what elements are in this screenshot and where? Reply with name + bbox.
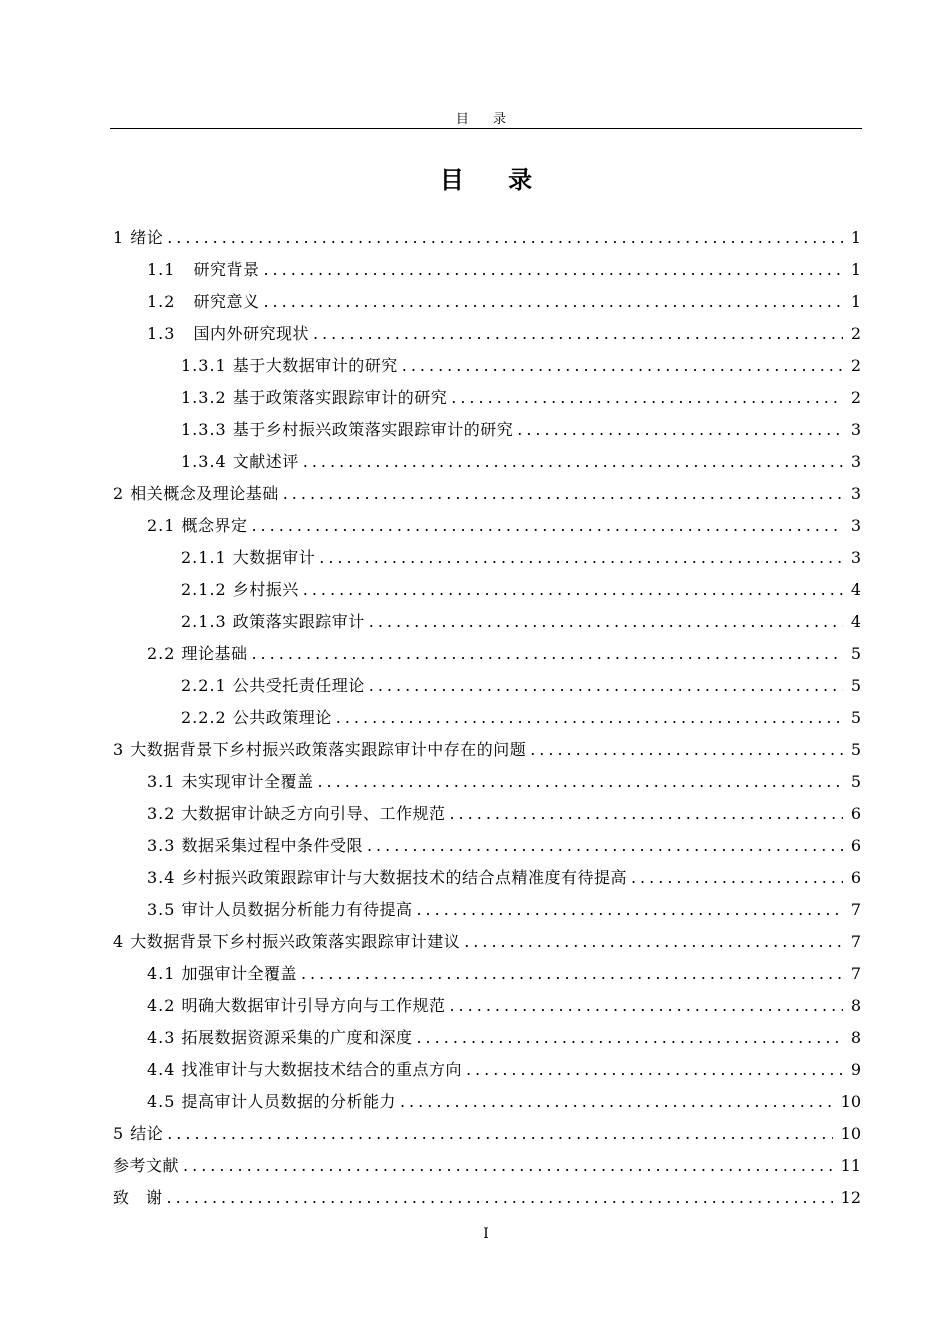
toc-dot-leader [416,1022,842,1054]
toc-dot-leader [303,574,843,606]
toc-dot-leader [416,894,842,926]
toc-entry[interactable] [113,1054,861,1086]
toc-entry-number: 1.3.1 [181,356,227,375]
toc-entry[interactable] [113,990,861,1022]
page-number: I [483,1226,489,1242]
toc-entry-title: 明确大数据审计引导方向与工作规范 [181,996,446,1015]
toc-dot-leader [336,702,843,734]
toc-dot-leader [631,862,843,894]
toc-entry[interactable] [113,670,861,702]
toc-entry-page: 3 [850,484,861,503]
toc-entry[interactable] [113,958,861,990]
toc-entry[interactable] [113,510,861,542]
toc-entry-title: 政策落实跟踪审计 [232,612,365,631]
toc-dot-leader [263,254,842,286]
toc-title: 目 录 [439,166,551,194]
toc-entry-title: 绪论 [130,228,164,247]
toc-entry-title: 公共受托责任理论 [232,676,365,695]
toc-dot-leader [517,414,843,446]
toc-entry-page: 7 [850,900,861,919]
toc-entry-title: 公共政策理论 [232,708,332,727]
toc-entry[interactable] [113,318,861,350]
toc-entry-number: 4.2 [147,996,176,1015]
toc-entry-page: 6 [850,868,861,887]
toc-entry-number: 1.1 [147,260,176,279]
toc-entry-page: 3 [850,516,861,535]
toc-entry[interactable] [113,798,861,830]
toc-entry-number: 1.3.4 [181,452,227,471]
toc-entry[interactable] [113,222,861,254]
toc-entry-title: 理论基础 [181,644,248,663]
toc-entry-page: 2 [850,324,861,343]
toc-entry[interactable] [113,926,861,958]
toc-dot-leader [464,926,843,958]
toc-entry-page: 2 [850,356,861,375]
toc-entry-number: 1.3.3 [181,420,227,439]
toc-entry[interactable] [113,862,861,894]
toc-entry-number: 3.1 [147,772,176,791]
toc-entry[interactable] [113,894,861,926]
toc-entry[interactable] [113,1022,861,1054]
toc-entry-page: 3 [850,452,861,471]
toc-entry-page: 10 [840,1124,861,1143]
toc-entry-title: 致 谢 [113,1188,163,1207]
toc-entry-page: 12 [840,1188,861,1207]
toc-entry-title: 基于政策落实跟踪审计的研究 [232,388,448,407]
toc-entry[interactable] [113,734,861,766]
toc-dot-leader [369,670,843,702]
toc-entry-page: 1 [850,292,861,311]
toc-entry-number: 4.1 [147,964,176,983]
toc-entry-title: 国内外研究现状 [193,324,309,343]
toc-entry-number: 1.2 [147,292,176,311]
toc-entry-title: 加强审计全覆盖 [181,964,297,983]
toc-dot-leader [319,542,843,574]
toc-entry-page: 5 [850,708,861,727]
toc-entry-number: 2.1 [147,516,176,535]
toc-entry-number: 2.2 [147,644,176,663]
toc-entry-number: 2.1.2 [181,580,227,599]
toc-entry-page: 7 [850,932,861,951]
toc-entry[interactable] [113,702,861,734]
toc-dot-leader [530,734,843,766]
toc-entry-number: 2.1.3 [181,612,227,631]
table-of-contents [113,222,861,1214]
toc-entry-number: 3.4 [147,868,176,887]
toc-dot-leader [367,830,843,862]
toc-entry-number: 1 [113,228,125,247]
toc-entry[interactable] [113,478,861,510]
toc-entry-number: 4.5 [147,1092,176,1111]
toc-entry-number: 3.5 [147,900,176,919]
toc-entry-title: 审计人员数据分析能力有待提高 [181,900,413,919]
toc-entry[interactable] [113,542,861,574]
toc-entry-number: 3.2 [147,804,176,823]
toc-dot-leader [402,350,843,382]
toc-entry-page: 2 [850,388,861,407]
toc-entry-page: 1 [850,228,861,247]
toc-entry-title: 数据采集过程中条件受限 [181,836,363,855]
toc-dot-leader [400,1086,833,1118]
toc-dot-leader [167,222,843,254]
toc-entry-title: 拓展数据资源采集的广度和深度 [181,1028,413,1047]
toc-entry-page: 4 [850,612,861,631]
toc-entry[interactable] [113,1182,861,1214]
toc-entry-number: 1.3.2 [181,388,227,407]
toc-entry-title: 参考文献 [113,1156,180,1175]
toc-entry[interactable] [113,350,861,382]
toc-entry-page: 6 [850,836,861,855]
toc-entry-title: 基于乡村振兴政策落实跟踪审计的研究 [232,420,514,439]
toc-entry-title: 提高审计人员数据的分析能力 [181,1092,396,1111]
toc-dot-leader [303,446,843,478]
toc-entry-page: 3 [850,420,861,439]
toc-entry-number: 4.4 [147,1060,176,1079]
toc-entry-page: 5 [850,772,861,791]
toc-entry[interactable] [113,254,861,286]
toc-dot-leader [451,382,843,414]
toc-entry-title: 结论 [130,1124,164,1143]
toc-entry-title: 相关概念及理论基础 [130,484,279,503]
toc-entry-number: 2.1.1 [181,548,227,567]
toc-dot-leader [369,606,843,638]
toc-dot-leader [317,766,842,798]
toc-entry-page: 3 [850,548,861,567]
running-header: 目 录 [455,112,517,127]
toc-entry-page: 5 [850,676,861,695]
toc-entry-page: 6 [850,804,861,823]
toc-entry[interactable] [113,1150,861,1182]
toc-entry-number: 2.2.1 [181,676,227,695]
toc-entry-title: 大数据审计 [232,548,316,567]
toc-entry-page: 8 [850,996,861,1015]
toc-dot-leader [449,798,842,830]
toc-entry-title: 未实现审计全覆盖 [181,772,314,791]
toc-dot-leader [167,1118,832,1150]
toc-entry[interactable] [113,574,861,606]
toc-entry-page: 9 [850,1060,861,1079]
toc-entry-number: 2.2.2 [181,708,227,727]
toc-entry[interactable] [113,382,861,414]
toc-entry[interactable] [113,638,861,670]
toc-entry-number: 3.3 [147,836,176,855]
toc-entry-page: 8 [850,1028,861,1047]
toc-entry[interactable] [113,446,861,478]
toc-entry-number: 3 [113,740,125,759]
toc-dot-leader [313,318,843,350]
toc-dot-leader [466,1054,843,1086]
toc-entry-page: 1 [850,260,861,279]
toc-dot-leader [301,958,843,990]
toc-entry-title: 基于大数据审计的研究 [232,356,398,375]
header-rule [110,128,862,129]
toc-entry-title: 大数据背景下乡村振兴政策落实跟踪审计建议 [130,932,461,951]
toc-entry-title: 研究背景 [193,260,260,279]
toc-entry-number: 4.3 [147,1028,176,1047]
toc-dot-leader [251,638,842,670]
toc-entry-page: 5 [850,740,861,759]
toc-entry-title: 大数据背景下乡村振兴政策落实跟踪审计中存在的问题 [130,740,527,759]
toc-dot-leader [251,510,842,542]
toc-entry-number: 4 [113,932,125,951]
toc-entry[interactable] [113,286,861,318]
toc-entry-title: 找准审计与大数据技术结合的重点方向 [181,1060,462,1079]
toc-entry-title: 文献述评 [232,452,299,471]
toc-entry-page: 4 [850,580,861,599]
toc-dot-leader [183,1150,833,1182]
toc-entry-page: 7 [850,964,861,983]
toc-entry[interactable] [113,414,861,446]
toc-entry[interactable] [113,766,861,798]
toc-entry-title: 概念界定 [181,516,248,535]
toc-entry-title: 大数据审计缺乏方向引导、工作规范 [181,804,446,823]
toc-entry[interactable] [113,1086,861,1118]
toc-entry-page: 11 [840,1156,861,1175]
toc-entry-title: 研究意义 [193,292,260,311]
toc-entry-title: 乡村振兴政策跟踪审计与大数据技术的结合点精准度有待提高 [181,868,627,887]
toc-entry-number: 1.3 [147,324,176,343]
toc-dot-leader [283,478,843,510]
toc-dot-leader [167,1182,833,1214]
toc-entry-number: 2 [113,484,125,503]
toc-entry-page: 10 [840,1092,861,1111]
toc-entry[interactable] [113,606,861,638]
toc-dot-leader [449,990,842,1022]
toc-entry-number: 5 [113,1124,125,1143]
toc-entry[interactable] [113,1118,861,1150]
toc-entry-title: 乡村振兴 [232,580,299,599]
toc-dot-leader [263,286,842,318]
toc-entry-page: 5 [850,644,861,663]
toc-entry[interactable] [113,830,861,862]
